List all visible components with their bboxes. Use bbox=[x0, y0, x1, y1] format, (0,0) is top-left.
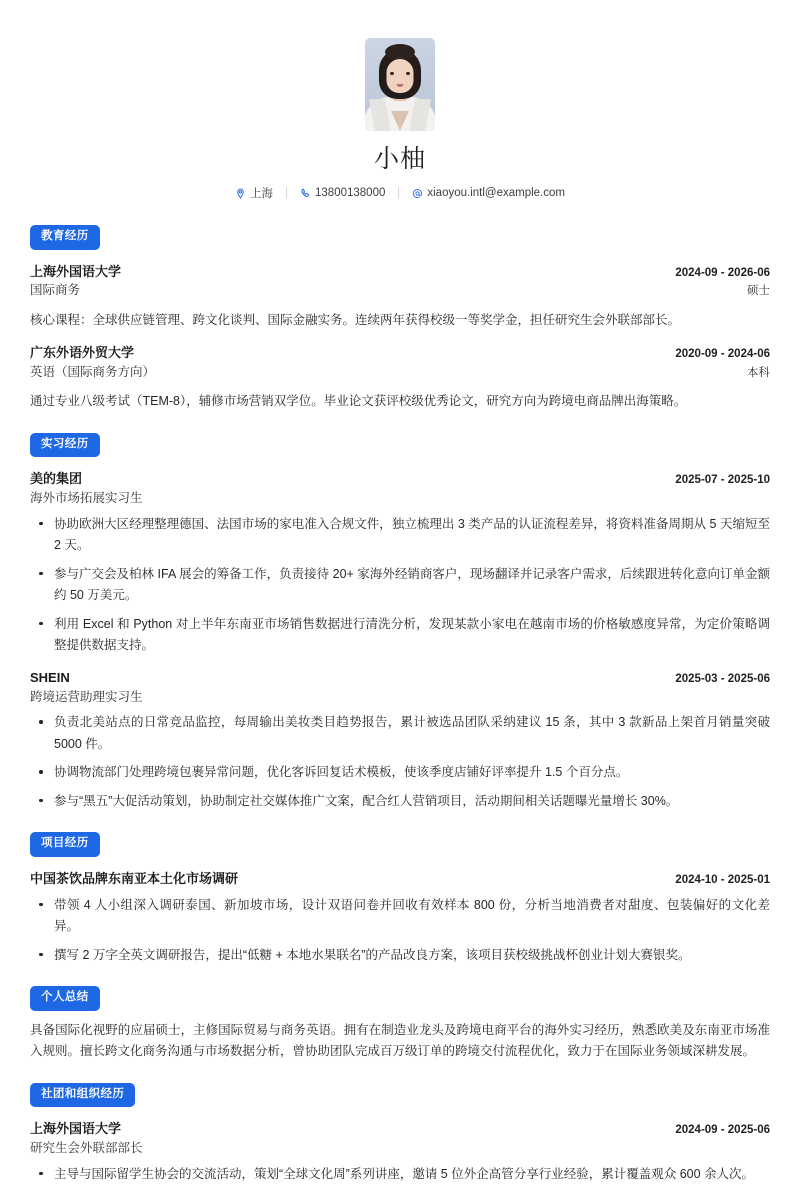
resume-header bbox=[30, 38, 770, 201]
list-item: 负责北美站点的日常竞品监控，每周输出美妆类目趋势报告，累计被选品团队采纳建议 15 条，其中 3 款新品上架首月销量突破 5000 件。 bbox=[30, 712, 770, 755]
entry-degree: 硕士 bbox=[747, 285, 770, 298]
contact-list bbox=[30, 185, 770, 201]
entry-subtitle: 英语（国际商务方向） bbox=[30, 364, 156, 379]
summary-text: 具备国际化视野的应届硕士，主修国际贸易与商务英语。拥有在制造业龙头及跨境电商平台的海外实习经历，熟悉欧美及东南亚市场准入规则。擅长跨文化商务沟通与市场数据分析，曾协助团队完成百万级订单的跨境交付流程优化，致力于在国际业务领域深耕发展。 bbox=[30, 1022, 770, 1059]
contact-location-value: 上海 bbox=[250, 188, 274, 200]
entry-title: 上海外国语大学 bbox=[30, 263, 122, 279]
entry-header-row bbox=[30, 669, 770, 688]
avatar-eye-right bbox=[406, 72, 410, 75]
page-title: 小柚 bbox=[373, 145, 426, 173]
contact-email-value: xiaoyou.intl@example.com bbox=[427, 187, 565, 199]
entry-date: 2024-09 - 2026-06 bbox=[675, 266, 770, 279]
section-internship bbox=[30, 433, 770, 813]
entry-title: 中国茶饮品牌东南亚本土化市场调研 bbox=[30, 870, 239, 886]
section-education bbox=[30, 225, 770, 413]
entry-subtitle: 跨境运营助理实习生 bbox=[30, 689, 143, 704]
contact-phone-value: 13800138000 bbox=[315, 187, 386, 199]
contact-email bbox=[399, 187, 578, 199]
avatar-collar bbox=[391, 111, 409, 131]
entry-date: 2024-09 - 2025-06 bbox=[675, 1124, 770, 1137]
list-item: 参与广交会及柏林 IFA 展会的筹备工作，负责接待 20+ 家海外经销商客户，现场翻译并记录客户需求，后续跟进转化意向订单金额约 50 万美元。 bbox=[30, 564, 770, 607]
section-summary bbox=[30, 986, 770, 1063]
entry-subtitle: 国际商务 bbox=[30, 283, 81, 298]
entry-header-row bbox=[30, 263, 770, 282]
entry-sub-row bbox=[30, 281, 770, 300]
avatar-face bbox=[387, 59, 414, 93]
section-badge-projects: 项目经历 bbox=[30, 832, 100, 857]
entry-title: 广东外语外贸大学 bbox=[30, 345, 135, 361]
entry-date: 2025-03 - 2025-06 bbox=[675, 672, 770, 685]
education-entry bbox=[30, 344, 770, 413]
entry-title: 上海外国语大学 bbox=[30, 1121, 122, 1137]
section-badge-organizations: 社团和组织经历 bbox=[30, 1083, 135, 1108]
entry-bullet-list bbox=[30, 514, 770, 657]
entry-description: 核心课程：全球供应链管理、跨文化谈判、国际金融实务。连续两年获得校级一等奖学金，担任研究生会外联部部长。 bbox=[30, 312, 681, 327]
project-entry bbox=[30, 870, 770, 966]
entry-header-row bbox=[30, 344, 770, 363]
section-projects bbox=[30, 832, 770, 966]
list-item: 参与“黑五”大促活动策划，协助制定社交媒体推广文案，配合红人营销项目，活动期间相关话题曝光量增长 30%。 bbox=[30, 791, 770, 813]
location-pin-icon bbox=[235, 188, 246, 199]
phone-icon bbox=[300, 188, 311, 199]
list-item: 主导与国际留学生协会的交流活动，策划“全球文化周”系列讲座，邀请 5 位外企高管分享行业经验，累计覆盖观众 600 余人次。 bbox=[30, 1164, 770, 1185]
entry-date: 2020-09 - 2024-06 bbox=[675, 348, 770, 361]
contact-phone bbox=[287, 187, 398, 199]
section-organizations bbox=[30, 1083, 770, 1185]
list-item: 协助欧洲大区经理整理德国、法国市场的家电准入合规文件，独立梳理出 3 类产品的认证流程差异，将资料准备周期从 5 天缩短至 2 天。 bbox=[30, 514, 770, 557]
entry-bullet-list bbox=[30, 712, 770, 812]
list-item: 带领 4 人小组深入调研泰国、新加坡市场，设计双语问卷并回收有效样本 800 份，分析当地消费者对甜度、包装偏好的文化差异。 bbox=[30, 895, 770, 938]
entry-header-row bbox=[30, 470, 770, 489]
avatar bbox=[365, 38, 435, 131]
section-badge-summary: 个人总结 bbox=[30, 986, 100, 1011]
entry-sub-row bbox=[30, 363, 770, 382]
entry-bullet-list bbox=[30, 1164, 770, 1185]
entry-header-row bbox=[30, 870, 770, 889]
list-item: 撰写 2 万字全英文调研报告，提出“低糖 + 本地水果联名”的产品改良方案，该项目获校级挑战杯创业计划大赛银奖。 bbox=[30, 945, 770, 967]
entry-title: SHEIN bbox=[30, 669, 70, 685]
section-badge-education: 教育经历 bbox=[30, 225, 100, 250]
entry-bullet-list bbox=[30, 895, 770, 967]
list-item: 协调物流部门处理跨境包裹异常问题，优化客诉回复话术模板，使该季度店铺好评率提升 1.5 个百分点。 bbox=[30, 762, 770, 784]
contact-location bbox=[222, 185, 286, 201]
internship-entry bbox=[30, 669, 770, 813]
education-entry bbox=[30, 263, 770, 332]
internship-entry bbox=[30, 470, 770, 657]
entry-description: 通过专业八级考试（TEM-8），辅修市场营销双学位。毕业论文获评校级优秀论文，研究方向为跨境电商品牌出海策略。 bbox=[30, 394, 687, 409]
avatar-eye-left bbox=[390, 72, 394, 75]
list-item: 利用 Excel 和 Python 对上半年东南亚市场销售数据进行清洗分析，发现某款小家电在越南市场的价格敏感度异常，为定价策略调整提供数据支持。 bbox=[30, 614, 770, 657]
entry-subtitle: 海外市场拓展实习生 bbox=[30, 491, 143, 506]
entry-subtitle: 研究生会外联部部长 bbox=[30, 1141, 143, 1156]
email-at-icon bbox=[412, 188, 423, 199]
entry-date: 2024-10 - 2025-01 bbox=[675, 873, 770, 886]
section-badge-internship: 实习经历 bbox=[30, 433, 100, 458]
entry-date: 2025-07 - 2025-10 bbox=[675, 474, 770, 487]
entry-title: 美的集团 bbox=[30, 471, 83, 487]
entry-degree: 本科 bbox=[747, 366, 770, 379]
